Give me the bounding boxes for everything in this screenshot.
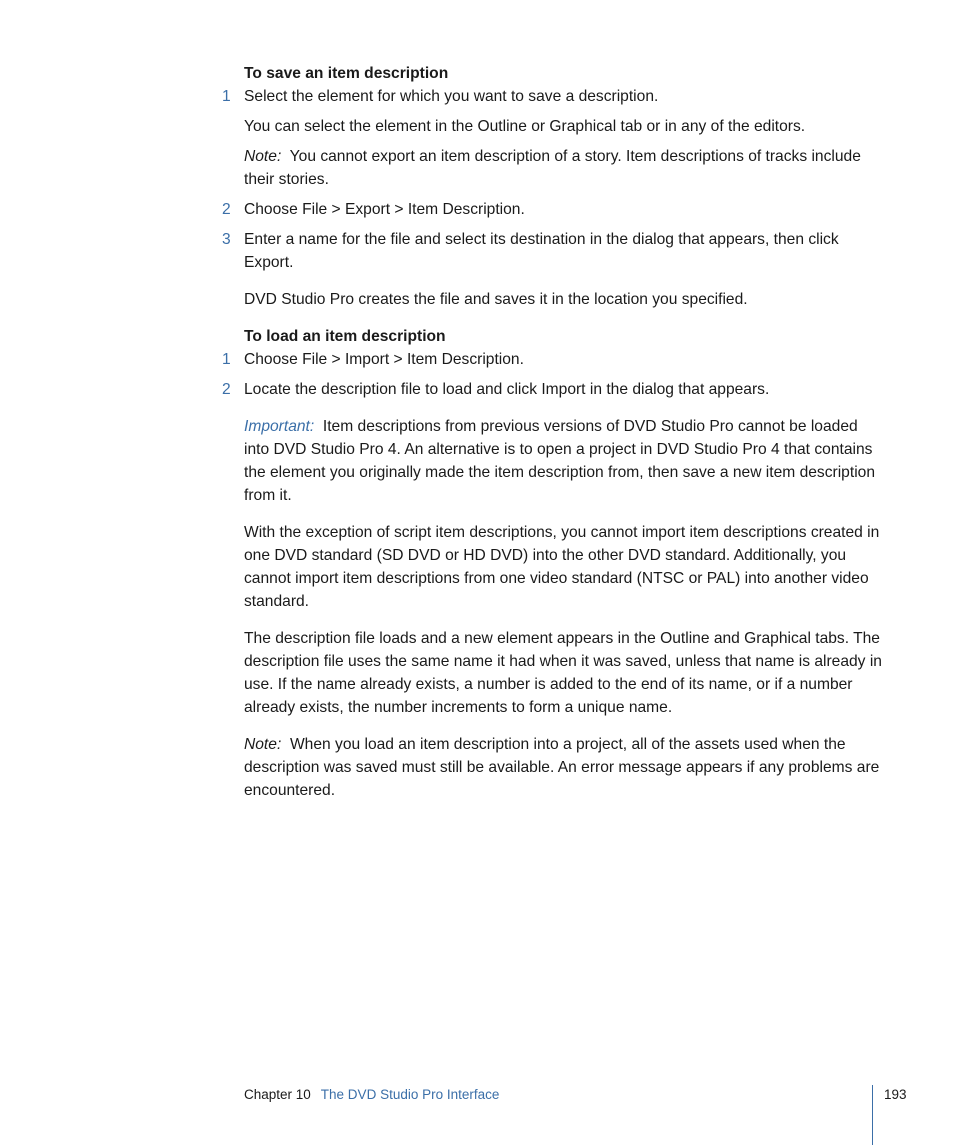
paragraph: The description file loads and a new element appears in the Outline and Graphical tabs. The description file uses the same name it had when it was saved, unless that name is already in use. If the name already exists, a number is added to the end of its name, or if a number already exists, the number increments to form a unique name. — [244, 630, 882, 716]
note-label: Note: — [244, 736, 282, 753]
step-number: 2 — [222, 381, 231, 398]
step-text: Choose File > Import > Item Description. — [244, 351, 524, 368]
step-text: Select the element for which you want to save a description. — [244, 88, 659, 105]
step-number: 3 — [222, 231, 231, 248]
page-number: 193 — [884, 1087, 907, 1102]
note-label: Note: — [244, 148, 282, 165]
step-item — [222, 85, 884, 108]
footer-divider — [872, 1085, 873, 1145]
step-item — [222, 228, 884, 274]
important-label: Important: — [244, 418, 315, 435]
note-paragraph — [244, 733, 884, 802]
note-paragraph — [244, 145, 884, 191]
chapter-label: Chapter 10 — [244, 1087, 311, 1102]
step-item — [222, 378, 884, 401]
step-text: Locate the description file to load and click Import in the dialog that appears. — [244, 381, 770, 398]
page-content — [222, 62, 884, 802]
step-number: 2 — [222, 201, 231, 218]
step-text: Choose File > Export > Item Description. — [244, 201, 525, 218]
note-text: You cannot export an item description of a story. Item descriptions of tracks include their stories. — [244, 148, 861, 188]
section-heading-load: To load an item description — [244, 328, 446, 345]
paragraph: With the exception of script item descriptions, you cannot import item descriptions created in one DVD standard (SD DVD or HD DVD) into the other DVD standard. Additionally, you cannot import item descriptions from one video standard (NTSC or PAL) into another video standard. — [244, 524, 880, 610]
step-text: Enter a name for the file and select its destination in the dialog that appears, then click Export. — [244, 231, 839, 271]
step-number: 1 — [222, 88, 231, 105]
note-text: When you load an item description into a project, all of the assets used when the description was saved must still be available. An error message appears if any problems are encountered. — [244, 736, 880, 799]
important-paragraph — [244, 415, 884, 507]
result-paragraph: DVD Studio Pro creates the file and saves it in the location you specified. — [244, 291, 748, 308]
step-item — [222, 198, 884, 221]
step-number: 1 — [222, 351, 231, 368]
chapter-title: The DVD Studio Pro Interface — [320, 1087, 500, 1102]
step-item — [222, 348, 884, 371]
section-heading-save: To save an item description — [244, 65, 449, 82]
important-text: Item descriptions from previous versions of DVD Studio Pro cannot be loaded into DVD Studio Pro 4. An alternative is to open a project in DVD Studio Pro 4 that contains the element you originally made the item description from, then save a new item description from it. — [244, 418, 875, 504]
paragraph: You can select the element in the Outline or Graphical tab or in any of the editors. — [244, 118, 806, 135]
footer-chapter — [244, 1086, 499, 1104]
